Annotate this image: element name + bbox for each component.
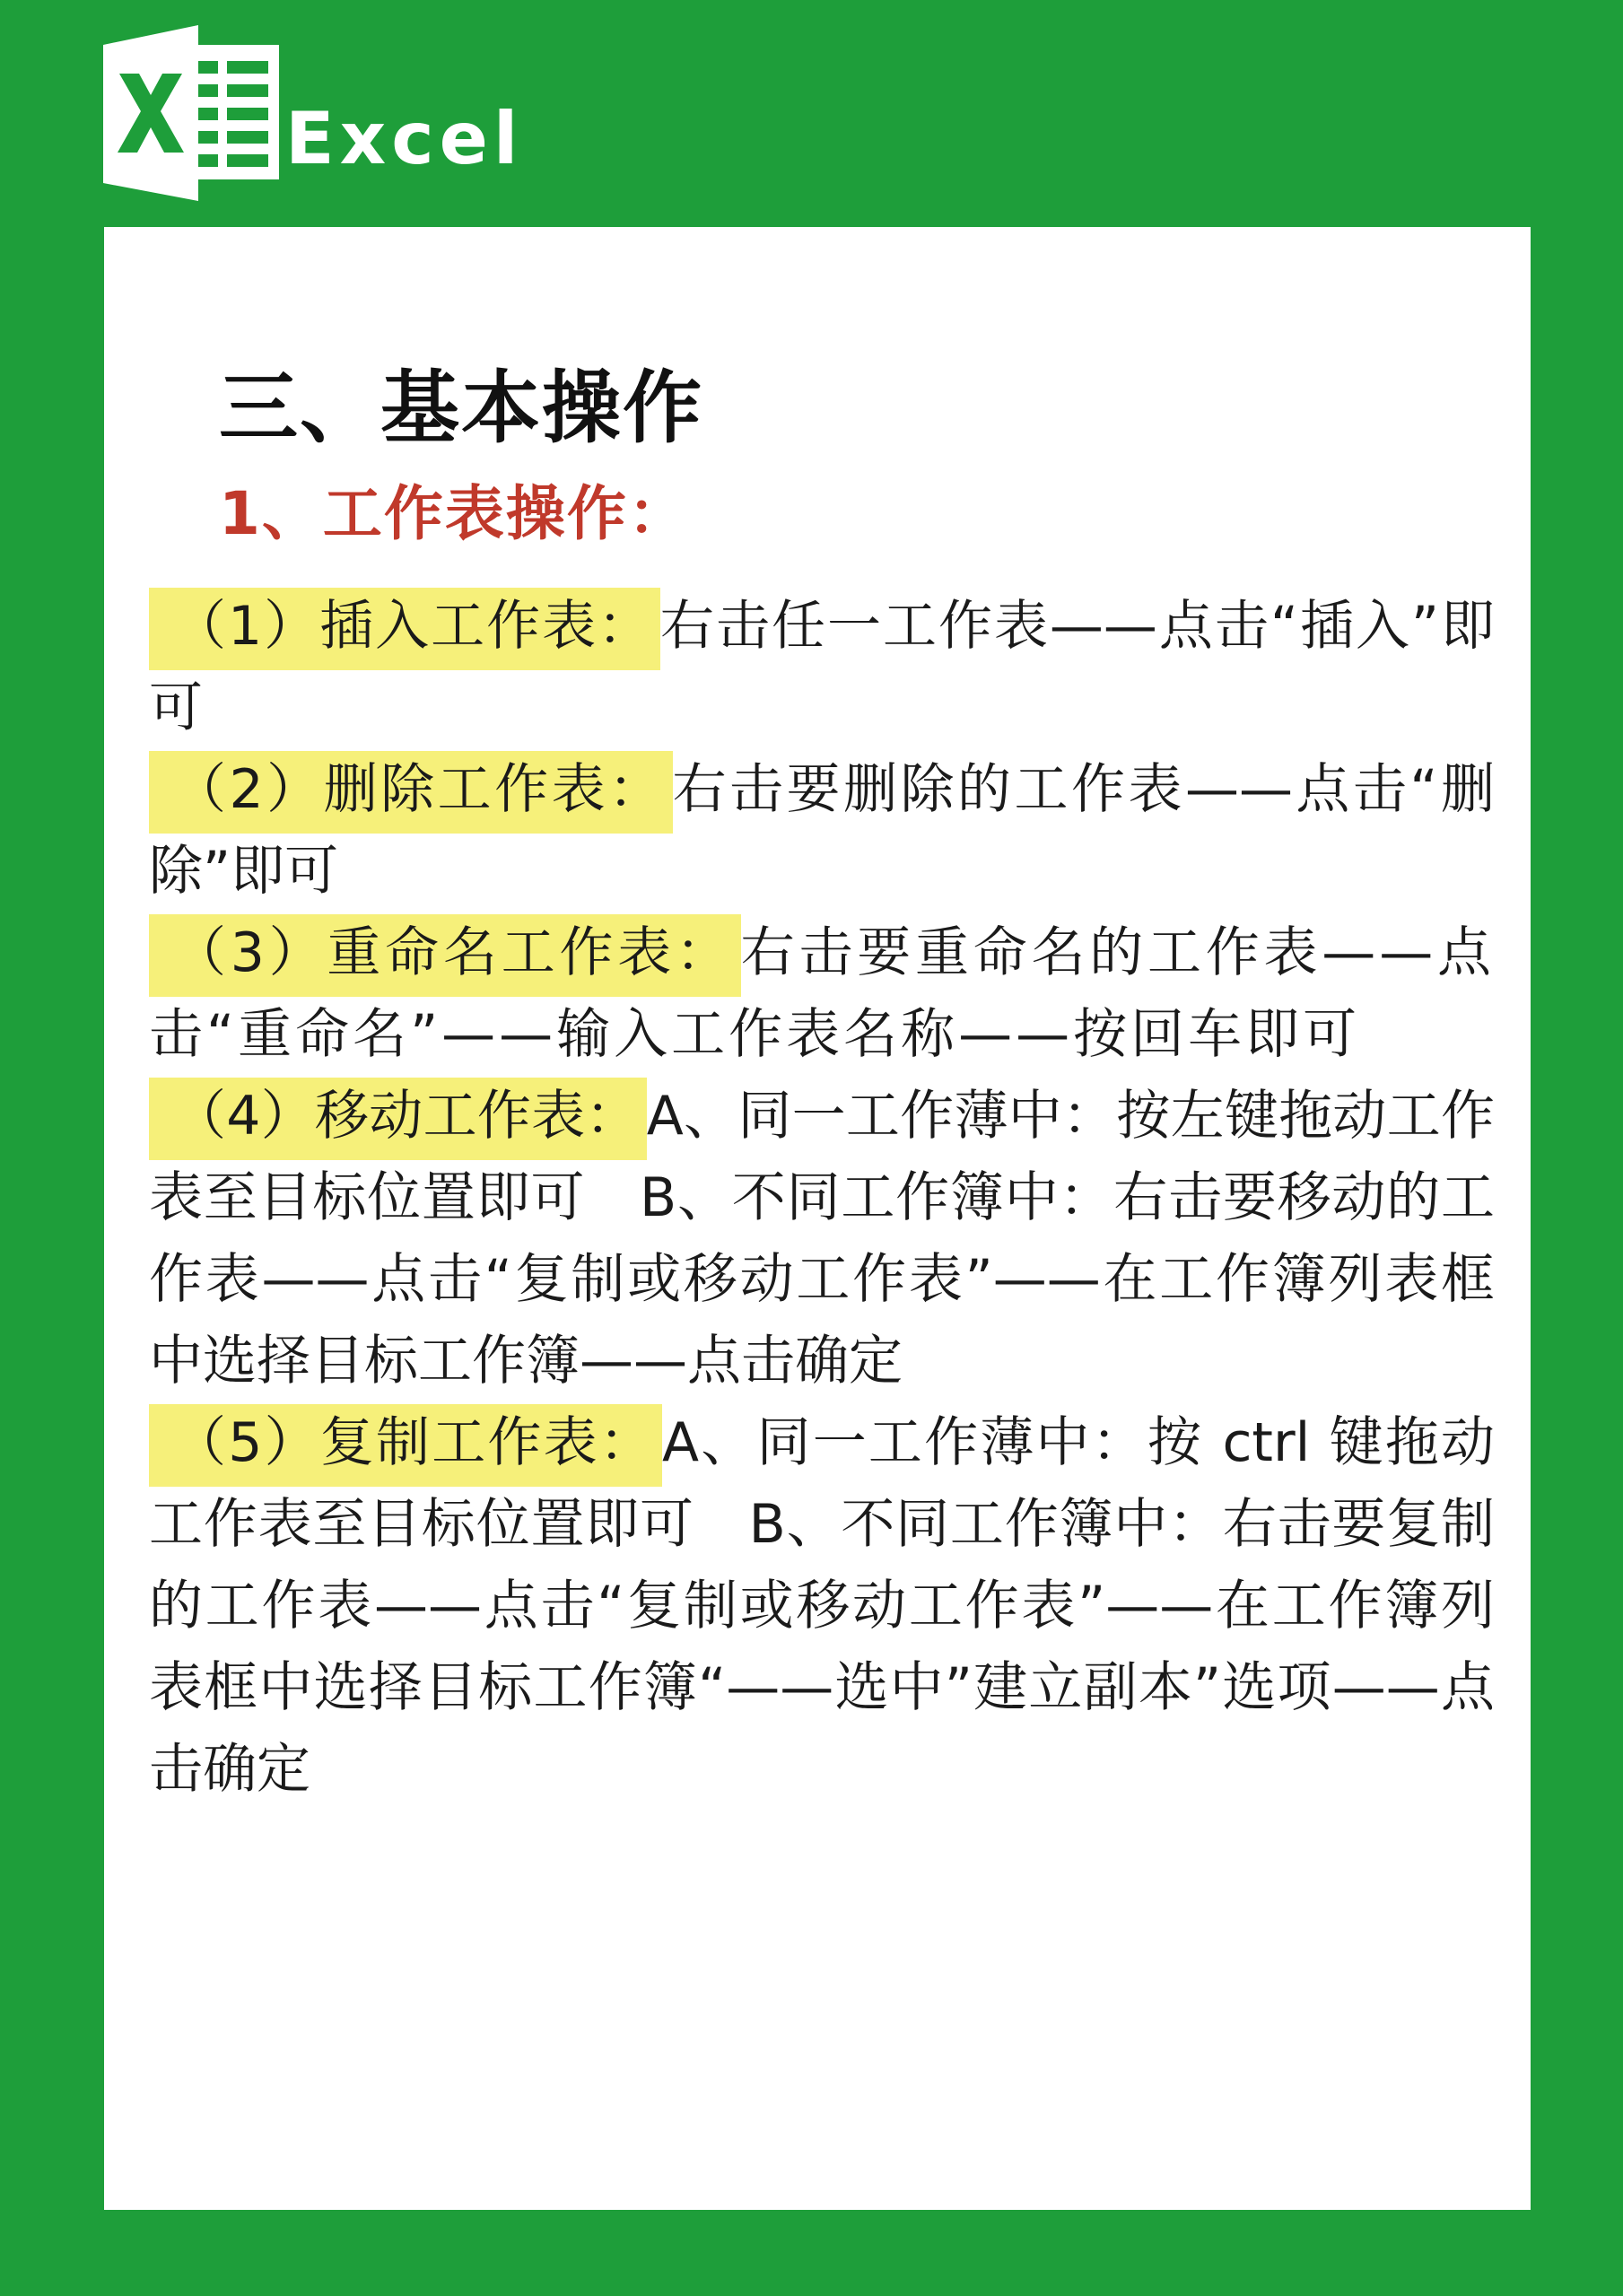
item-label-highlight: （3）重命名工作表： xyxy=(149,914,741,997)
item-label-highlight: （1）插入工作表： xyxy=(149,588,660,670)
content-card xyxy=(104,227,1531,2210)
excel-brand-label: Excel xyxy=(285,97,524,180)
list-item xyxy=(149,1402,1495,1811)
section-title: 三、基本操作 xyxy=(219,362,704,454)
list-item xyxy=(149,586,1495,749)
subsection-title: 1、工作表操作： xyxy=(219,479,689,548)
item-text: A、同一工作薄中：按左键拖动工作表至目标位置即可 B、不同工作簿中：右击要移动的工作表——点击“复制或移动工作表”——在工作簿列表框中选择目标工作簿——点击确定 xyxy=(149,1085,1495,1392)
item-text: 右击要重命名的工作表——点击“重命名”——输入工作表名称——按回车即可 xyxy=(149,921,1495,1066)
list-item xyxy=(149,749,1495,912)
item-label-highlight: （4）移动工作表： xyxy=(149,1078,647,1160)
item-label-highlight: （2）删除工作表： xyxy=(149,751,673,834)
list-item xyxy=(149,912,1495,1076)
item-text: A、同一工作薄中：按 ctrl 键拖动工作表至目标位置即可 B、不同工作簿中：右击要复制的工作表——点击“复制或移动工作表”——在工作簿列表框中选择目标工作簿“——选中”建立副本”选项——点击确定 xyxy=(149,1411,1495,1801)
item-label-highlight: （5）复制工作表： xyxy=(149,1404,662,1487)
item-text: 右击任一工作表——点击“插入”即可 xyxy=(149,595,1495,739)
list-item xyxy=(149,1076,1495,1402)
item-text: 右击要删除的工作表——点击“删除”即可 xyxy=(149,758,1495,903)
operation-list xyxy=(149,586,1495,1811)
